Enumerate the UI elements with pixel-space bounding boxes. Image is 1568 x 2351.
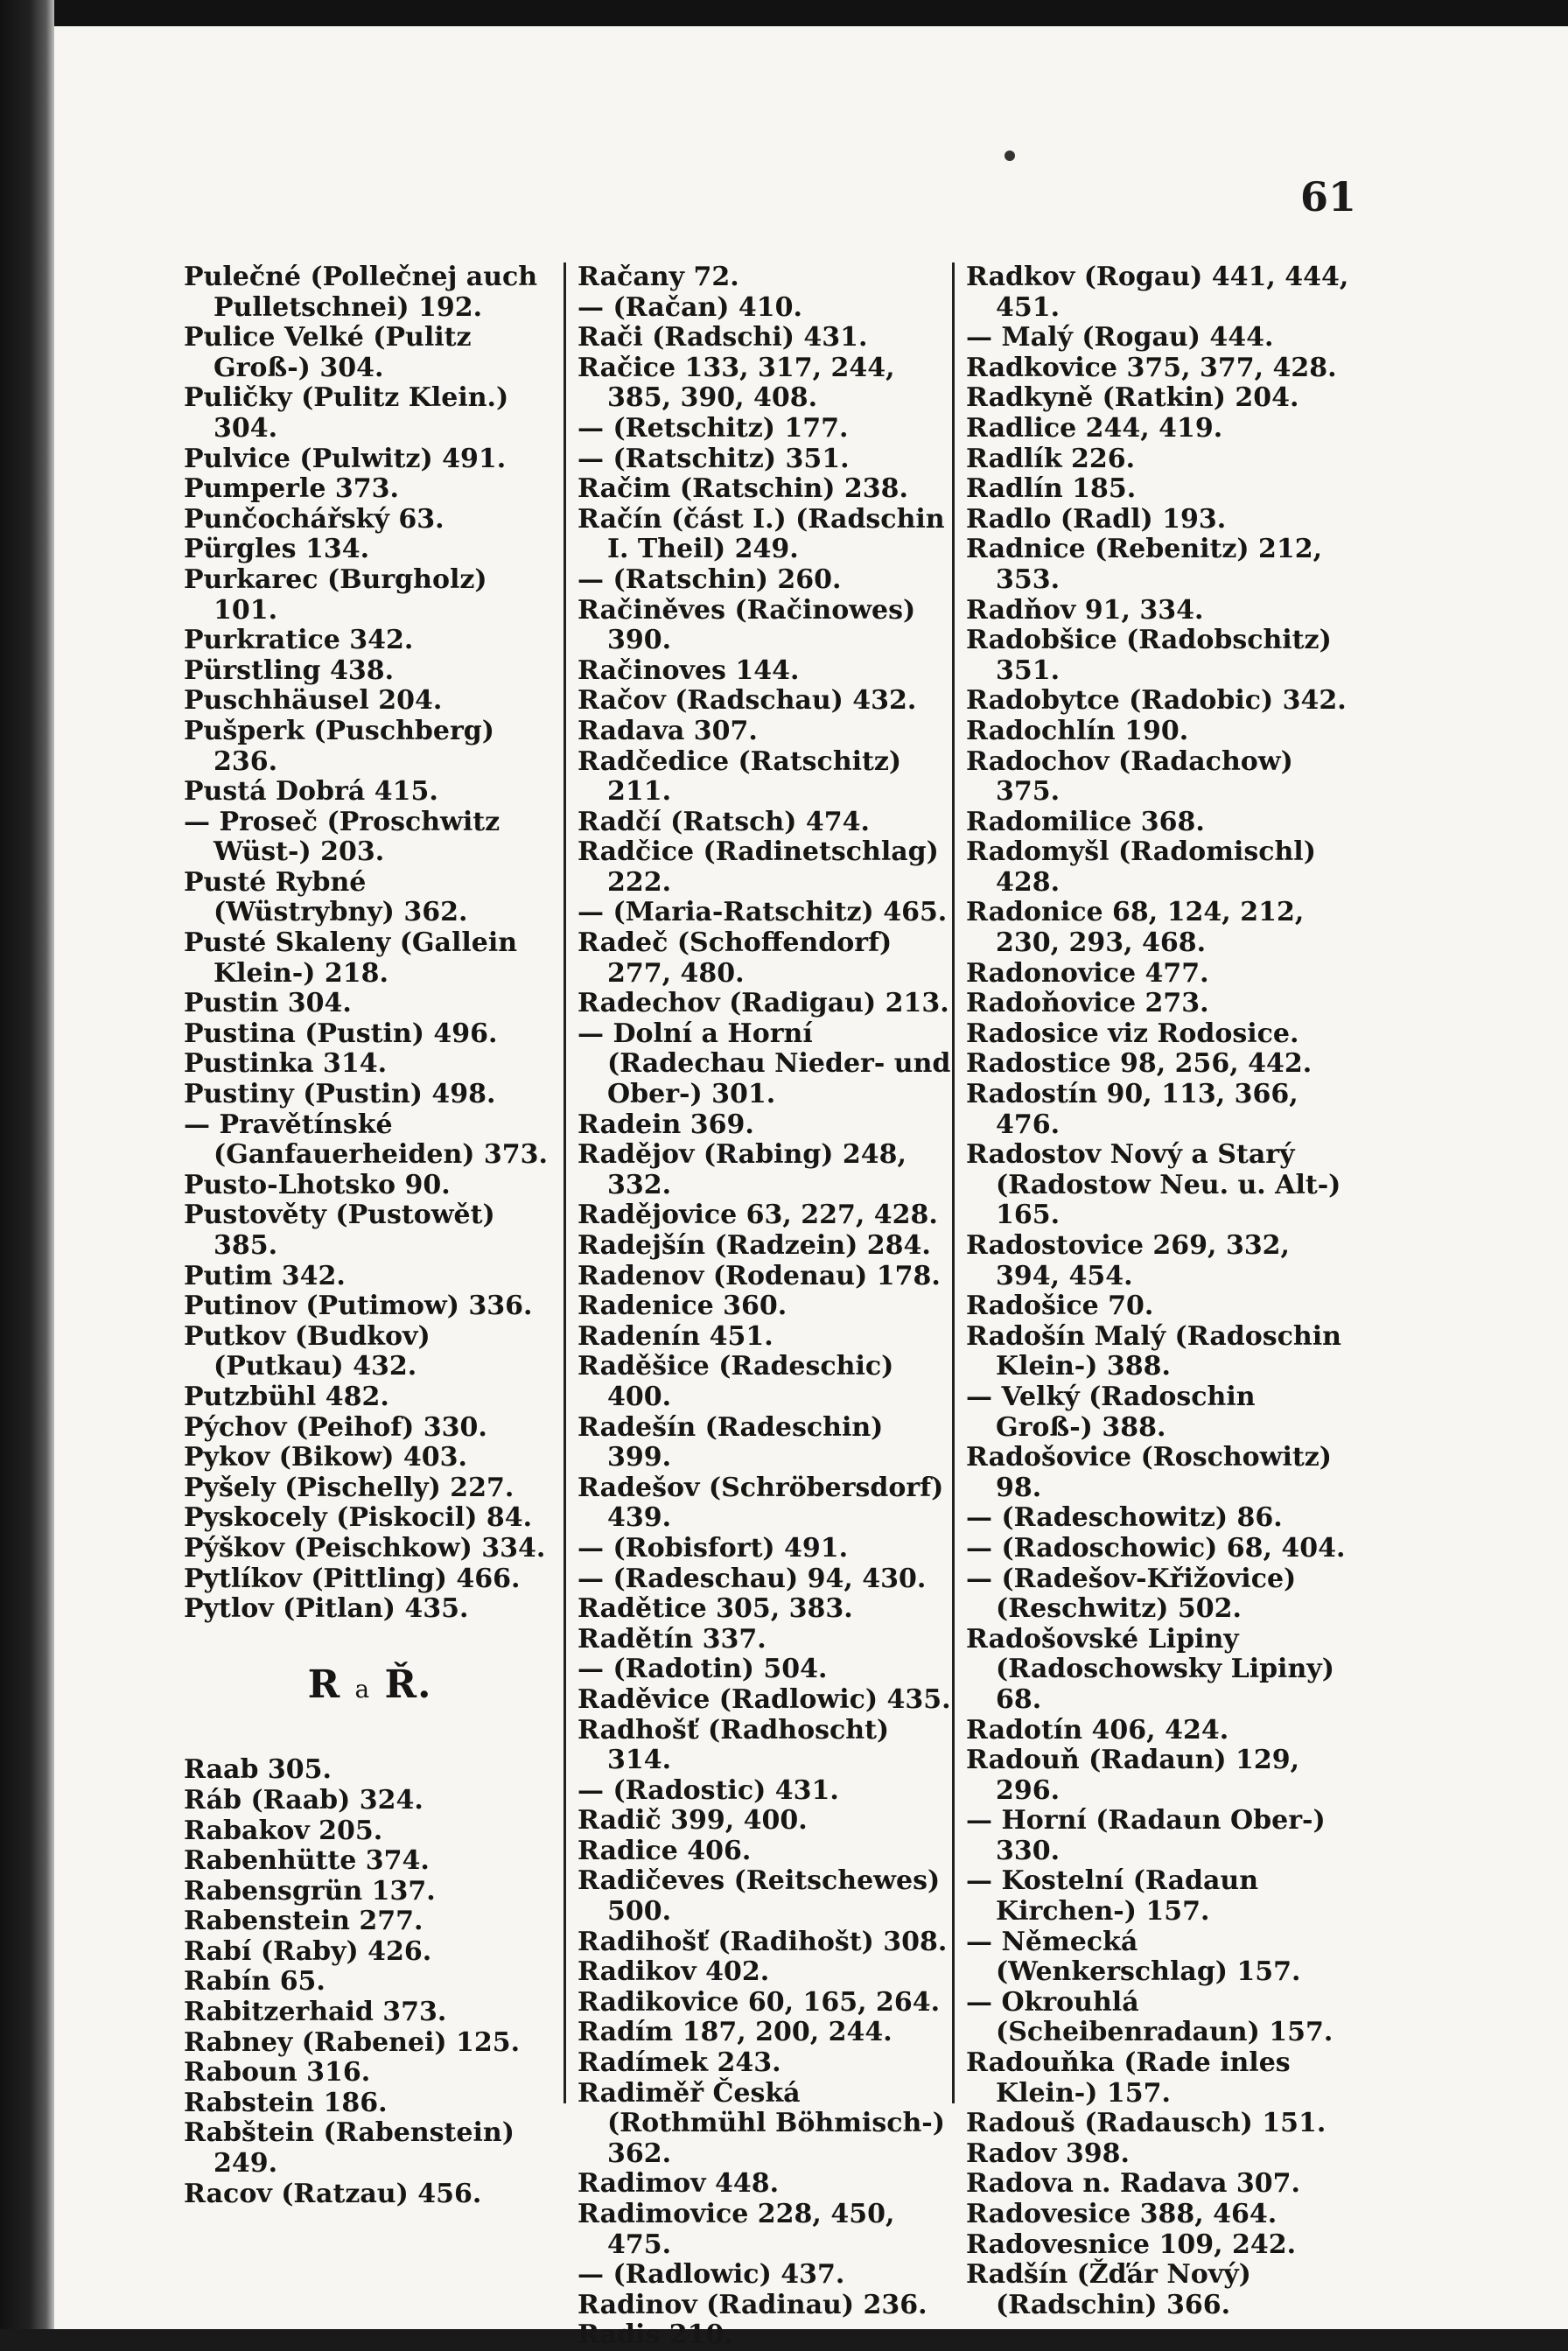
column-1-entries (184, 262, 556, 1625)
index-entry: Raboun 316. (184, 2057, 371, 2089)
index-entry: Raděšice (Radeschic) 400. (578, 1351, 894, 1412)
index-entry: Radčí (Ratsch) 474. (578, 806, 870, 837)
scan-left-edge (0, 0, 54, 2329)
index-entry: Radostín 90, 113, 366, 476. (966, 1079, 1298, 1140)
section-conjunction: a (354, 1674, 371, 1704)
index-entry: Radochlín 190. (966, 715, 1189, 746)
index-entry: Radimovice 228, 450, 475. (578, 2199, 895, 2260)
index-entry: — (Ratschitz) 351. (578, 443, 850, 474)
section-letter-r: R (307, 1662, 341, 1707)
index-entry: — (Retschitz) 177. (578, 412, 849, 444)
index-entry: Raab 305. (184, 1754, 332, 1786)
index-entry: Racov (Ratzau) 456. (184, 2178, 482, 2209)
index-entry: Rabstein 186. (184, 2087, 388, 2118)
index-entry: Pyskocely (Piskocil) 84. (184, 1502, 533, 1534)
index-entry: Pustin 304. (184, 988, 352, 1019)
index-entry: Pürstling 438. (184, 654, 395, 686)
index-entry: Purkratice 342. (184, 625, 414, 656)
section-heading (184, 1662, 556, 1707)
index-entry: Putinov (Putimow) 336. (184, 1291, 533, 1322)
index-entry: — (Radeschowitz) 86. (966, 1502, 1283, 1534)
index-entry: Pýchov (Peihof) 330. (184, 1411, 487, 1443)
index-entry: Račov (Radschau) 432. (578, 685, 917, 717)
index-entry: Radenín 451. (578, 1320, 774, 1352)
index-entry: Pustinka 314. (184, 1048, 388, 1080)
index-entry: Radostovice 269, 332, 394, 454. (966, 1230, 1291, 1291)
index-entry: Pustina (Pustin) 496. (184, 1018, 498, 1049)
index-entry: Radkovice 375, 377, 428. (966, 352, 1337, 383)
index-entry: Radímek 243. (578, 2047, 781, 2079)
index-entry: Pytlov (Pitlan) 435. (184, 1593, 469, 1625)
index-entry: Radějov (Rabing) 248, 332. (578, 1139, 906, 1200)
index-entry: Račim (Ratschin) 238. (578, 473, 908, 505)
index-entry: Raděvice (Radlowic) 435. (578, 1683, 951, 1715)
index-entry: Radouš (Radausch) 151. (966, 2108, 1326, 2139)
index-entry: Radouňka (Rade inles Klein-) 157. (966, 2047, 1291, 2109)
index-entry: Radis 210. (578, 2320, 733, 2351)
index-entry: Radeč (Schoffendorf) 277, 480. (578, 927, 892, 989)
index-entry: Radnice (Rebenitz) 212, 353. (966, 534, 1323, 595)
scan-top-edge (0, 0, 1568, 26)
section-letter-r-caron: Ř. (384, 1662, 432, 1707)
index-entry: Radobšice (Radobschitz) 351. (966, 625, 1332, 686)
index-entry: Radostov Nový a Starý (Radostow Neu. u. Alt-) 165. (966, 1139, 1341, 1231)
index-entry: Radejšín (Radzein) 284. (578, 1230, 931, 1261)
index-entry: Radhošť (Radhoscht) 314. (578, 1714, 890, 1776)
index-entry: — (Radostic) 431. (578, 1774, 839, 1806)
index-entry: Punčochářský 63. (184, 503, 444, 535)
index-entry: — Velký (Radoschin Groß-) 388. (966, 1381, 1256, 1443)
index-entry: Pulvice (Pulwitz) 491. (184, 443, 507, 474)
index-entry: Radimov 448. (578, 2168, 780, 2200)
index-entry: Radětice 305, 383. (578, 1593, 853, 1625)
index-entry: Radkov (Rogau) 441, 444, 451. (966, 262, 1349, 323)
index-entry: Radošovice (Roschowitz) 98. (966, 1442, 1332, 1503)
index-entry: Radětín 337. (578, 1623, 766, 1655)
index-entry: Ráb (Raab) 324. (184, 1784, 424, 1816)
index-entry: — Okrouhlá (Scheibenradaun) 157. (966, 1986, 1334, 2048)
index-entry: Rabenstein 277. (184, 1906, 424, 1937)
index-entry: Pyšely (Pischelly) 227. (184, 1472, 514, 1503)
column-3 (966, 262, 1351, 2320)
index-entry: Pusto-Lhotsko 90. (184, 1169, 451, 1200)
index-entry: — (Radoschowic) 68, 404. (966, 1532, 1346, 1564)
index-entry: Radovesnice 109, 242. (966, 2229, 1297, 2260)
index-entry: Radovesice 388, 464. (966, 2199, 1278, 2229)
index-entry: Pulečné (Pollečnej auch Pulletschnei) 192. (184, 262, 538, 323)
index-entry: Radlo (Radl) 193. (966, 503, 1227, 535)
index-entry: Pumperle 373. (184, 473, 399, 505)
index-entry: Putkov (Budkov) (Putkau) 432. (184, 1320, 430, 1382)
index-entry: Radostice 98, 256, 442. (966, 1048, 1312, 1080)
index-entry: Radňov 91, 334. (966, 594, 1204, 626)
index-entry: Radošice 70. (966, 1291, 1154, 1322)
index-entry: Radičeves (Reitschewes) 500. (578, 1865, 941, 1928)
index-entry: Radčice (Radinetschlag) 222. (578, 836, 939, 898)
index-entry: Radonovice 477. (966, 957, 1209, 989)
index-entry: Radiměř Česká (Rothmühl Böhmisch-) 362. (578, 2077, 945, 2169)
index-entry: Radčedice (Ratschitz) 211. (578, 745, 902, 808)
index-entry: — Dolní a Horní (Radechau Nieder- und Ober-) 301. (578, 1018, 951, 1110)
index-entry: Radikovice 60, 165, 264. (578, 1986, 941, 2018)
index-entry: Pustá Dobrá 415. (184, 776, 438, 808)
index-entry: Radšín (Žďár Nový) (Radschin) 366. (966, 2259, 1251, 2320)
index-entry: — Pravětínské (Ganfauerheiden) 373. (184, 1109, 548, 1171)
index-entry: — Proseč (Proschwitz Wüst-) 203. (184, 806, 500, 868)
index-entry: Radomyšl (Radomischl) 428. (966, 836, 1316, 898)
index-entry: Radkyně (Ratkin) 204. (966, 382, 1299, 414)
index-entry: Rabí (Raby) 426. (184, 1935, 432, 1967)
index-entry: Radouň (Radaun) 129, 296. (966, 1745, 1300, 1806)
index-entry: Putzbühl 482. (184, 1381, 389, 1412)
index-entry: — (Radešov-Křižovice) (Reschwitz) 502. (966, 1563, 1297, 1625)
index-entry: Puličky (Pulitz Klein.) 304. (184, 382, 509, 444)
index-entry: Pürgles 134. (184, 534, 370, 565)
index-entry: Pusté Rybné (Wüstrybny) 362. (184, 866, 468, 928)
index-entry: Radím 187, 200, 244. (578, 2017, 892, 2048)
column-2 (578, 262, 954, 2351)
index-entry: Radošín Malý (Radoschin Klein-) 388. (966, 1320, 1341, 1382)
index-entry: Radič 399, 400. (578, 1805, 808, 1837)
index-entry: Radobytce (Radobic) 342. (966, 685, 1347, 717)
column-1-r-entries (184, 1755, 556, 2209)
index-entry: — Malý (Rogau) 444. (966, 322, 1274, 353)
index-entry: Račinoves 144. (578, 654, 800, 686)
index-entry: Pytlíkov (Pittling) 466. (184, 1563, 521, 1594)
index-entry: — (Maria-Ratschitz) 465. (578, 897, 948, 928)
index-entry: Radešín (Radeschin) 399. (578, 1411, 884, 1473)
index-entry: Radoňovice 273. (966, 988, 1209, 1019)
index-entry: Putim 342. (184, 1260, 346, 1291)
index-entry: — (Radeschau) 94, 430. (578, 1563, 927, 1594)
column-2-entries (578, 262, 954, 2351)
index-entry: Radov 398. (966, 2138, 1130, 2169)
index-entry: — (Radotin) 504. (578, 1654, 828, 1685)
index-entry: Račiněves (Račinowes) 390. (578, 594, 916, 656)
index-entry: Radein 369. (578, 1109, 754, 1140)
index-entry: Rabakov 205. (184, 1815, 383, 1846)
index-entry: Radlín 185. (966, 473, 1137, 505)
index-entry: Radlice 244, 419. (966, 412, 1223, 444)
index-entry: Radenice 360. (578, 1291, 788, 1322)
index-entry: Radomilice 368. (966, 806, 1205, 837)
index-entry: Pusté Skaleny (Gallein Klein-) 218. (184, 927, 518, 989)
index-entry: — Německá (Wenkerschlag) 157. (966, 1926, 1301, 1988)
index-entry: Pulice Velké (Pulitz Groß-) 304. (184, 322, 472, 383)
column-divider-1 (564, 262, 566, 2103)
index-entry: Radihošť (Radihošt) 308. (578, 1926, 948, 1957)
index-entry: Račice 133, 317, 244, 385, 390, 408. (578, 352, 895, 414)
index-entry: Radikov 402. (578, 1956, 770, 1988)
index-entry: Radenov (Rodenau) 178. (578, 1260, 941, 1291)
index-entry: Radochov (Radachow) 375. (966, 745, 1293, 808)
column-1 (184, 262, 556, 2209)
index-entry: Puschhäusel 204. (184, 685, 443, 717)
index-entry: — Kostelní (Radaun Kirchen-) 157. (966, 1865, 1259, 1928)
index-entry: Rabštein (Rabenstein) 249. (184, 2117, 514, 2180)
index-entry: Radlík 226. (966, 443, 1136, 474)
index-entry: Pykov (Bikow) 403. (184, 1442, 467, 1473)
column-3-entries (966, 262, 1351, 2320)
index-entry: Radošovské Lipiny (Radoschowsky Lipiny) 68. (966, 1623, 1334, 1715)
index-entry: Pustiny (Pustin) 498. (184, 1079, 496, 1110)
index-entry: Rabitzerhaid 373. (184, 1997, 447, 2028)
index-entry: — (Račan) 410. (578, 291, 802, 323)
index-entry: Račany 72. (578, 262, 739, 292)
index-entry: — Horní (Radaun Ober-) 330. (966, 1805, 1326, 1866)
index-entry: — (Ratschin) 260. (578, 563, 842, 595)
index-entry: Račín (část I.) (Radschin I. Theil) 249. (578, 503, 945, 565)
index-entry: Radova n. Radava 307. (966, 2168, 1300, 2200)
index-entry: — (Robisfort) 491. (578, 1532, 849, 1564)
index-entry: Rači (Radschi) 431. (578, 322, 868, 353)
index-entry: Radechov (Radigau) 213. (578, 988, 949, 1019)
index-entry: Rabín 65. (184, 1966, 326, 1998)
index-entry: Pustověty (Pustowět) 385. (184, 1200, 495, 1261)
index-entry: Pýškov (Peischkow) 334. (184, 1532, 546, 1564)
index-entry: Radotín 406, 424. (966, 1714, 1229, 1746)
index-entry: Rabenhütte 374. (184, 1845, 430, 1877)
index-entry: Radonice 68, 124, 212, 230, 293, 468. (966, 897, 1305, 959)
index-entry: Pušperk (Puschberg) 236. (184, 715, 494, 777)
index-entry: Radějovice 63, 227, 428. (578, 1200, 938, 1231)
index-entry: Rabney (Rabenei) 125. (184, 2026, 521, 2058)
index-entry: Rabensgrün 137. (184, 1875, 436, 1907)
index-entry: Radešov (Schröbersdorf) 439. (578, 1472, 944, 1534)
ink-spot (1004, 150, 1015, 161)
index-entry: Radice 406. (578, 1835, 752, 1866)
index-entry: Radava 307. (578, 715, 758, 746)
page-number: 61 (1300, 173, 1357, 220)
index-entry: — (Radlowic) 437. (578, 2259, 845, 2291)
column-divider-2 (952, 262, 955, 2103)
index-entry: Purkarec (Burgholz) 101. (184, 563, 487, 626)
index-entry: Radinov (Radinau) 236. (578, 2289, 928, 2320)
index-entry: Radosice viz Rodosice. (966, 1018, 1299, 1049)
